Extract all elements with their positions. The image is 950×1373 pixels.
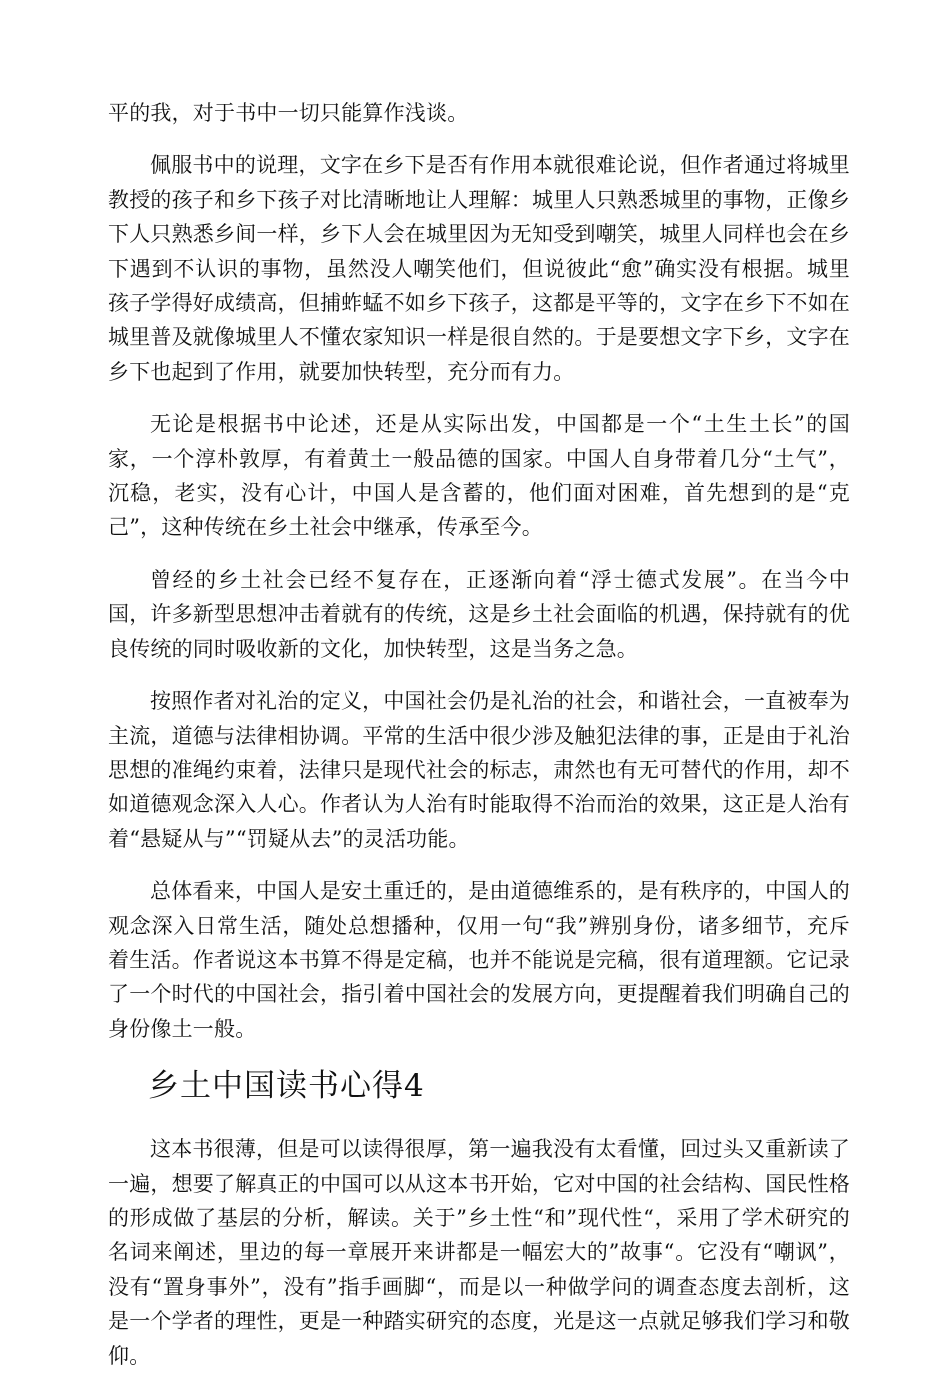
paragraph-rural-character: 无论是根据书中论述，还是从实际出发，中国都是一个“土生土长”的国家，一个淳朴敦厚，有着黄土一般品德的国家。中国人自身带着几分“土气”，沉稳，老实，没有心计，中国人是含蓄的，他们面对困难，首先想到的是“克己”，这种传统在乡土社会中继承，传承至今。: [108, 412, 850, 540]
paragraph-continuation: 平的我，对于书中一切只能算作浅谈。: [108, 101, 469, 125]
paragraph-rule-of-rites: 按照作者对礼治的定义，中国社会仍是礼治的社会，和谐社会，一直被奉为主流，道德与法律相协调。平常的生活中很少涉及触犯法律的事，正是由于礼治思想的准绳约束着，法律只是现代社会的标志，肃然也有无可替代的作用，却不如道德观念深入人心。作者认为人治有时能取得不治而治的效果，这正是人治有着“悬疑从与”“罚疑从去”的灵活功能。: [108, 689, 850, 851]
section-heading: 乡土中国读书心得4: [148, 1068, 425, 1105]
paragraph-book-intro: 这本书很薄，但是可以读得很厚，第一遍我没有太看懂，回过头又重新读了一遍，想要了解真正的中国可以从这本书开始，它对中国的社会结构、国民性格的形成做了基层的分析，解读。关于”乡土性“和”现代性“，采用了学术研究的名词来阐述，里边的每一章展开来讲都是一幅宏大的”故事“。它没有“嘲讽”，没有“置身事外”，没有”指手画脚“，而是以一种做学问的调查态度去剖析，这是一个学者的理性，更是一种踏实研究的态度，光是这一点就足够我们学习和敬仰。: [108, 1137, 850, 1368]
paragraph-transformation: 曾经的乡土社会已经不复存在，正逐渐向着“浮士德式发展”。在当今中国，许多新型思想冲击着就有的传统，这是乡土社会面临的机遇，保持就有的优良传统的同时吸收新的文化，加快转型，这是当务之急。: [108, 567, 850, 661]
paragraph-city-and-village: 佩服书中的说理，文字在乡下是否有作用本就很难论说，但作者通过将城里教授的孩子和乡下孩子对比清晰地让人理解：城里人只熟悉城里的事物，正像乡下人只熟悉乡间一样，乡下人会在城里因为无知受到嘲笑，城里人同样也会在乡下遇到不认识的事物，虽然没人嘲笑他们，但说彼此“愈”确实没有根据。城里孩子学得好成绩高，但捕蚱蜢不如乡下孩子，这都是平等的，文字在乡下不如在城里普及就像城里人不懂农家知识一样是很自然的。于是要想文字下乡，文字在乡下也起到了作用，就要加快转型，充分而有力。: [108, 153, 850, 384]
paragraph-summary: 总体看来，中国人是安土重迁的，是由道德维系的，是有秩序的，中国人的观念深入日常生活，随处总想播种，仅用一句“我”辨别身份，诸多细节，充斥着生活。作者说这本书算不得是定稿，也并不能说是完稿，很有道理额。它记录了一个时代的中国社会，指引着中国社会的发展方向，更提醒着我们明确自己的身份像土一般。: [108, 879, 850, 1041]
document-page: [108, 96, 850, 1373]
